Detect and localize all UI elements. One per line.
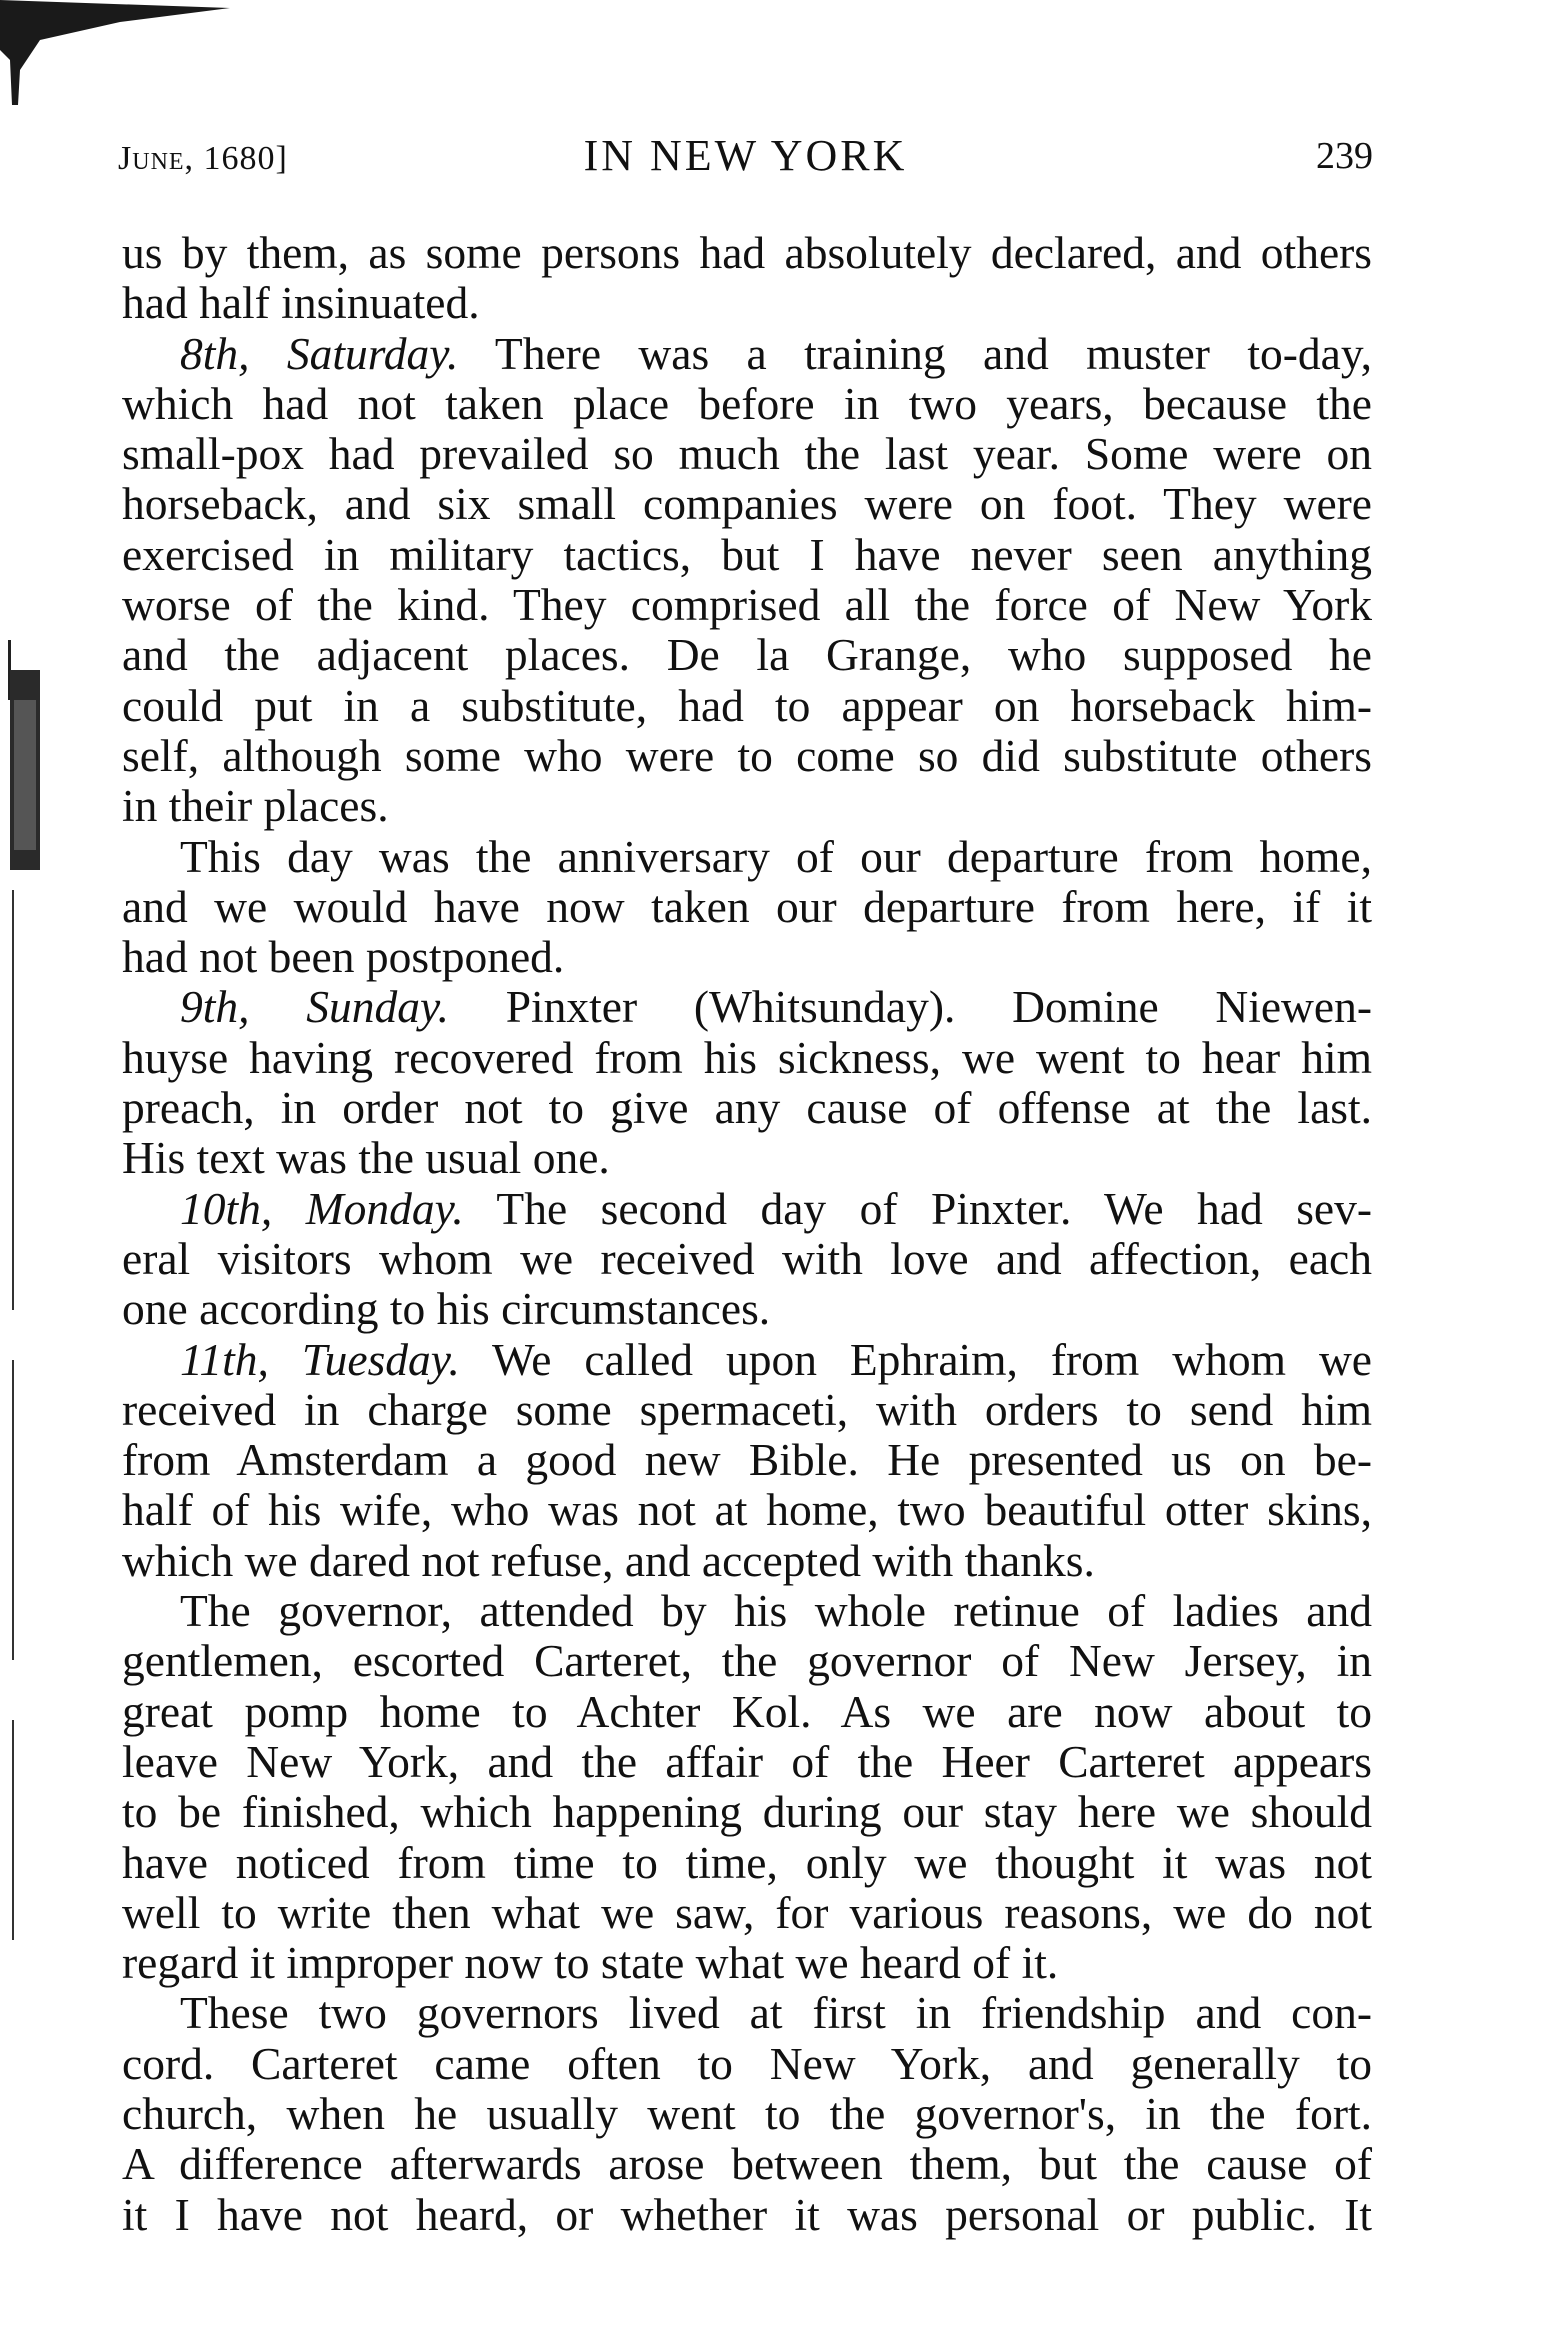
- paragraph-8: [122, 1988, 1372, 2239]
- text-line: which had not taken place before in two years, because the: [122, 377, 1372, 429]
- text-line: church, when he usually went to the governor's, in the fort.: [122, 2087, 1372, 2139]
- text-fragment: The second day of Pinxter. We had sev-: [463, 1182, 1372, 1234]
- text-line: This day was the anniversary of our departure from home,: [180, 830, 1372, 882]
- header-title: IN NEW YORK: [583, 131, 908, 180]
- body-text: [122, 228, 1372, 2240]
- text-line: self, although some who were to come so did substitute others: [122, 729, 1372, 781]
- text-line: had not been postponed.: [122, 931, 565, 983]
- text-line: preach, in order not to give any cause of offense at the last.: [122, 1082, 1372, 1134]
- text-line: great pomp home to Achter Kol. As we are now about to: [122, 1685, 1372, 1737]
- paragraph-3: [122, 832, 1372, 983]
- text-line: A difference afterwards arose between them, but the cause of: [122, 2138, 1372, 2190]
- text-line: cord. Carteret came often to New York, and generally to: [122, 2037, 1372, 2089]
- entry-date: 8th, Saturday.: [180, 327, 459, 379]
- text-line: have noticed from time to time, only we thought it was not: [122, 1836, 1372, 1888]
- text-line: and we would have now taken our departure from here, if it: [122, 880, 1372, 932]
- text-line: us by them, as some persons had absolutely declared, and others: [122, 227, 1372, 278]
- text-line: [122, 1184, 1372, 1234]
- text-line: half of his wife, who was not at home, two beautiful otter skins,: [122, 1484, 1372, 1536]
- text-line: [122, 329, 1372, 379]
- text-line: it I have not heard, or whether it was personal or public. It: [122, 2188, 1372, 2240]
- entry-date: 9th, Sunday.: [180, 981, 450, 1033]
- text-line: His text was the usual one.: [122, 1132, 610, 1184]
- text-line: received in charge some spermaceti, with orders to send him: [122, 1383, 1372, 1435]
- text-line: in their places.: [122, 780, 389, 832]
- text-fragment: There was a training and muster to-day,: [458, 327, 1372, 379]
- text-line: one according to his circumstances.: [122, 1283, 771, 1335]
- text-fragment: Pinxter (Whitsunday). Domine Niewen-: [449, 981, 1372, 1033]
- text-line: regard it improper now to state what we heard of it.: [122, 1937, 1059, 1989]
- text-line: huyse having recovered from his sickness, we went to hear him: [122, 1031, 1372, 1083]
- paragraph-4: [122, 982, 1372, 1183]
- header-date: June, 1680]: [118, 140, 288, 177]
- running-header: [118, 130, 1373, 190]
- text-line: horseback, and six small companies were on foot. They were: [122, 478, 1372, 530]
- text-line: and the adjacent places. De la Grange, who supposed he: [122, 629, 1372, 681]
- text-line: small-pox had prevailed so much the last year. Some were on: [122, 428, 1372, 480]
- text-fragment: We called upon Ephraim, from whom we: [459, 1333, 1372, 1385]
- text-line: well to write then what we saw, for various reasons, we do not: [122, 1886, 1372, 1938]
- page-number: 239: [1316, 135, 1373, 177]
- text-line: [122, 1335, 1372, 1385]
- text-line: gentlemen, escorted Carteret, the governor of New Jersey, in: [122, 1635, 1372, 1687]
- text-line: exercised in military tactics, but I have never seen anything: [122, 528, 1372, 580]
- scan-edge-artifact: [0, 640, 60, 1980]
- paragraph-7: [122, 1586, 1372, 1988]
- paragraph-6: [122, 1335, 1372, 1586]
- text-line: had half insinuated.: [122, 277, 480, 329]
- text-line: worse of the kind. They comprised all the force of New York: [122, 579, 1372, 631]
- text-line: could put in a substitute, had to appear on horseback him-: [122, 679, 1372, 731]
- paragraph-5: [122, 1184, 1372, 1335]
- entry-date: 11th, Tuesday.: [180, 1333, 460, 1385]
- scan-corner-artifact: [0, 0, 240, 110]
- text-line: leave New York, and the affair of the Heer Carteret appears: [122, 1735, 1372, 1787]
- text-line: to be finished, which happening during our stay here we should: [122, 1786, 1372, 1838]
- paragraph-2: [122, 329, 1372, 832]
- text-line: These two governors lived at first in friendship and con-: [180, 1987, 1372, 2039]
- text-line: eral visitors whom we received with love and affection, each: [122, 1232, 1372, 1284]
- entry-date: 10th, Monday.: [180, 1182, 464, 1234]
- paragraph-1: [122, 228, 1372, 329]
- text-line: [122, 982, 1372, 1032]
- text-line: The governor, attended by his whole retinue of ladies and: [180, 1585, 1372, 1637]
- text-line: which we dared not refuse, and accepted with thanks.: [122, 1534, 1095, 1586]
- text-line: from Amsterdam a good new Bible. He presented us on be-: [122, 1434, 1372, 1486]
